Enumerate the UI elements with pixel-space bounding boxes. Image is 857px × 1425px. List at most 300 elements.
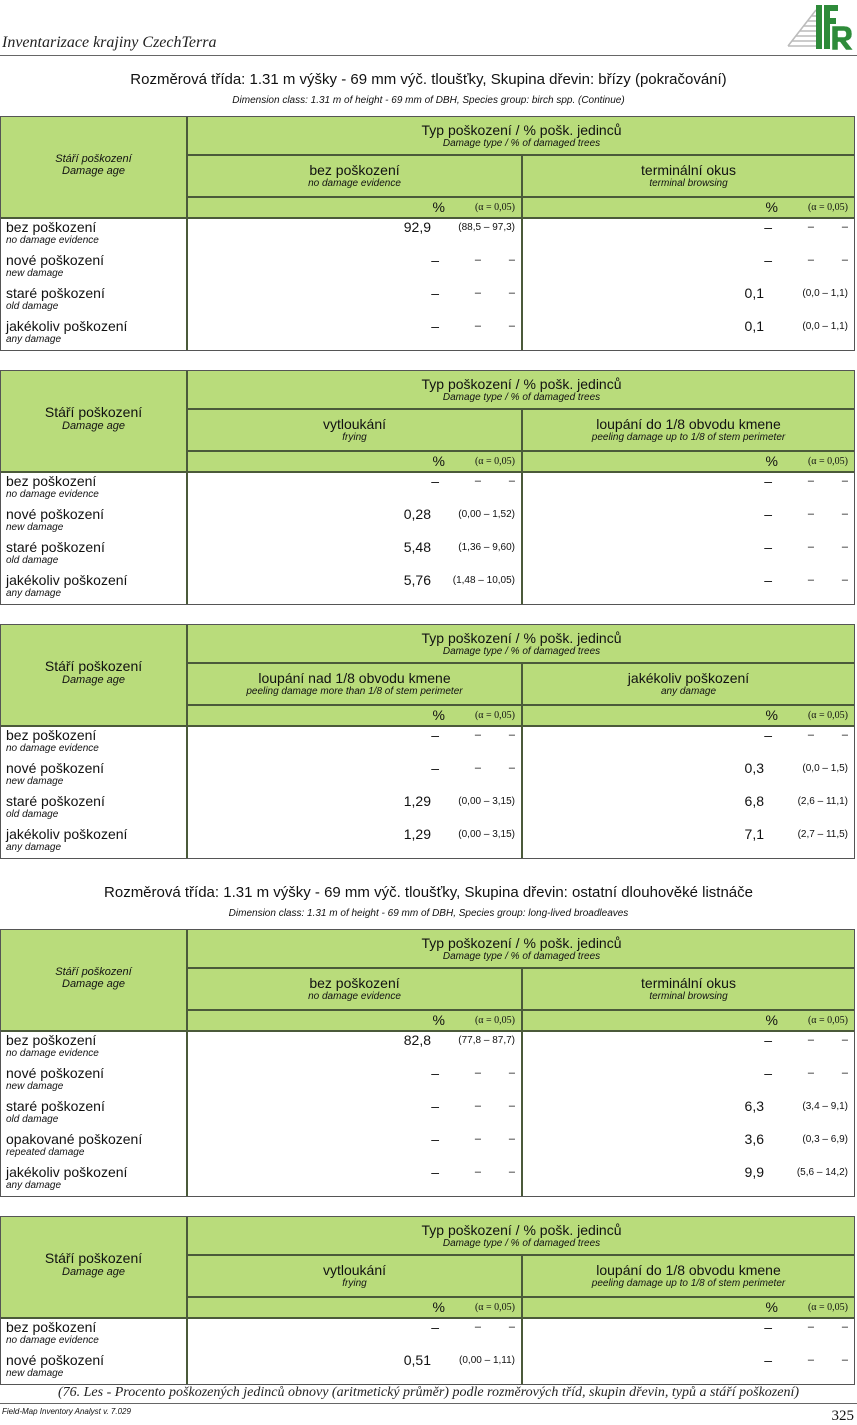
value-cell: [523, 760, 854, 778]
percent-sign: %: [765, 1299, 778, 1315]
empty-interval-dash: –: [474, 1166, 481, 1178]
table-row: [1, 1065, 854, 1098]
empty-value-dash: –: [431, 1131, 439, 1147]
damage-age-row-label: [6, 826, 127, 854]
empty-interval-dash: –: [474, 1067, 481, 1079]
empty-value-dash: –: [764, 572, 772, 588]
damage-age-row-label: [6, 1164, 127, 1192]
damage-type-column-header: [523, 162, 854, 189]
damage-type-header: [187, 122, 856, 149]
damage-age-label-en: Damage age: [62, 420, 125, 432]
empty-interval-dash: –: [508, 1100, 515, 1112]
value-cell: [188, 539, 521, 557]
row-label-cz: nové poškození: [6, 252, 105, 268]
value-cell: [188, 1032, 521, 1050]
empty-value-dash: –: [764, 1319, 772, 1335]
empty-interval-dash: –: [807, 221, 814, 233]
column-label-en: frying: [342, 1278, 367, 1289]
empty-interval-dash: –: [508, 1321, 515, 1333]
empty-interval-dash: –: [807, 475, 814, 487]
row-label-en: new damage: [6, 268, 64, 279]
empty-value-dash: –: [764, 219, 772, 235]
empty-interval-dash: –: [508, 1067, 515, 1079]
empty-interval-dash: –: [474, 1321, 481, 1333]
damage-type-column-header: [188, 670, 521, 697]
empty-value-dash: –: [764, 1032, 772, 1048]
row-label-en: any damage: [6, 588, 62, 599]
percent-header: [188, 706, 521, 726]
section-subtitle: Dimension class: 1.31 m of height - 69 mm of DBH, Species group: birch spp. (Continue): [232, 95, 625, 106]
percent-sign: %: [765, 1012, 778, 1028]
percent-value: 5,48: [403, 539, 431, 555]
confidence-interval: (0,00 – 1,11): [459, 1355, 515, 1366]
row-label-en: new damage: [6, 1081, 64, 1092]
column-label-cz: loupání do 1/8 obvodu kmene: [596, 416, 781, 432]
row-divider: [186, 1254, 854, 1256]
damage-age-row-label: [6, 1032, 99, 1060]
value-cell: [188, 1352, 521, 1370]
column-label-cz: loupání do 1/8 obvodu kmene: [596, 1262, 781, 1278]
row-label-en: no damage evidence: [6, 1048, 99, 1059]
damage-type-column-header: [188, 416, 521, 443]
confidence-interval: (0,0 – 1,5): [802, 763, 848, 774]
damage-age-header: [1, 658, 186, 686]
damage-age-row-label: [6, 1131, 142, 1159]
section-title: Rozměrová třída: 1.31 m výšky - 69 mm výč. tloušťky, Skupina dřevin: ostatní dlouhověké listnáče: [104, 884, 753, 901]
empty-interval-dash: –: [841, 541, 848, 553]
confidence-interval: (3,4 – 9,1): [802, 1101, 848, 1112]
damage-type-label-cz: Typ poškození / % pošk. jedinců: [421, 1222, 622, 1238]
percent-value: 3,6: [744, 1131, 764, 1147]
column-label-cz: vytloukání: [322, 1262, 387, 1278]
empty-value-dash: –: [431, 1098, 439, 1114]
empty-interval-dash: –: [474, 287, 481, 299]
alpha-label: (α = 0,05): [474, 1015, 515, 1026]
damage-age-row-label: [6, 793, 105, 821]
value-cell: [188, 285, 521, 303]
alpha-label: (α = 0,05): [474, 1302, 515, 1313]
empty-value-dash: –: [431, 285, 439, 301]
damage-type-header: [187, 935, 856, 962]
value-cell: [188, 572, 521, 590]
column-label-en: no damage evidence: [308, 991, 401, 1002]
table-row: [1, 1352, 854, 1385]
damage-table: [0, 624, 855, 859]
value-cell: [188, 506, 521, 524]
row-label-cz: nové poškození: [6, 760, 105, 776]
damage-age-row-label: [6, 252, 104, 280]
percent-value: 0,28: [403, 506, 431, 522]
software-version: Field-Map Inventory Analyst v. 7.029: [2, 1407, 131, 1416]
damage-age-label-cz: Stáří poškození: [55, 153, 132, 165]
damage-type-column-header: [523, 670, 854, 697]
empty-value-dash: –: [764, 1065, 772, 1081]
alpha-label: (α = 0,05): [474, 202, 515, 213]
column-label-cz: jakékoliv poškození: [627, 670, 750, 686]
empty-interval-dash: –: [841, 1034, 848, 1046]
row-label-en: repeated damage: [6, 1147, 85, 1158]
row-label-en: any damage: [6, 842, 62, 853]
damage-age-row-label: [6, 1319, 99, 1347]
empty-interval-dash: –: [841, 1321, 848, 1333]
damage-type-column-header: [188, 1262, 521, 1289]
table-row: [1, 1164, 854, 1197]
empty-interval-dash: –: [841, 1354, 848, 1366]
empty-interval-dash: –: [508, 475, 515, 487]
row-divider: [186, 662, 854, 664]
alpha-label: (α = 0,05): [807, 456, 848, 467]
damage-type-label-en: Damage type / % of damaged trees: [442, 1238, 601, 1249]
row-label-cz: jakékoliv poškození: [6, 318, 128, 334]
damage-age-header: [1, 966, 186, 990]
damage-type-header: [187, 630, 856, 657]
empty-interval-dash: –: [807, 508, 814, 520]
table-row: [1, 727, 854, 760]
damage-type-label-en: Damage type / % of damaged trees: [442, 138, 601, 149]
empty-interval-dash: –: [841, 508, 848, 520]
empty-interval-dash: –: [807, 1067, 814, 1079]
alpha-label: (α = 0,05): [807, 710, 848, 721]
column-label-en: any damage: [660, 686, 717, 697]
confidence-interval: (0,0 – 1,1): [802, 321, 848, 332]
empty-interval-dash: –: [474, 762, 481, 774]
table-row: [1, 760, 854, 793]
damage-type-label-en: Damage type / % of damaged trees: [442, 646, 601, 657]
damage-age-row-label: [6, 473, 99, 501]
damage-age-header: [1, 404, 186, 432]
table-row: [1, 473, 854, 506]
alpha-label: (α = 0,05): [474, 710, 515, 721]
confidence-interval: (0,0 – 1,1): [802, 288, 848, 299]
row-label-cz: staré poškození: [6, 1098, 105, 1114]
value-cell: [188, 252, 521, 270]
confidence-interval: (2,6 – 11,1): [797, 796, 848, 807]
damage-table: [0, 929, 855, 1197]
empty-interval-dash: –: [807, 541, 814, 553]
empty-value-dash: –: [764, 539, 772, 555]
table-row: [1, 506, 854, 539]
confidence-interval: (88,5 – 97,3): [458, 222, 515, 233]
empty-interval-dash: –: [807, 1321, 814, 1333]
percent-header: [188, 198, 521, 218]
row-label-cz: bez poškození: [6, 727, 97, 743]
value-cell: [523, 252, 854, 270]
confidence-interval: (2,7 – 11,5): [797, 829, 848, 840]
row-divider: [186, 154, 854, 156]
row-label-cz: bez poškození: [6, 1319, 97, 1335]
column-label-cz: bez poškození: [309, 162, 400, 178]
percent-header: [188, 452, 521, 472]
percent-sign: %: [765, 453, 778, 469]
alpha-label: (α = 0,05): [807, 202, 848, 213]
ifer-logo-icon: [758, 2, 854, 52]
value-cell: [523, 793, 854, 811]
damage-type-label-cz: Typ poškození / % pošk. jedinců: [421, 122, 622, 138]
confidence-interval: (77,8 – 87,7): [458, 1035, 515, 1046]
value-cell: [188, 826, 521, 844]
row-divider: [186, 408, 854, 410]
value-cell: [523, 727, 854, 745]
row-label-en: no damage evidence: [6, 743, 99, 754]
table-row: [1, 219, 854, 252]
row-label-en: any damage: [6, 334, 62, 345]
damage-age-row-label: [6, 1098, 105, 1126]
row-label-cz: jakékoliv poškození: [6, 1164, 128, 1180]
damage-age-row-label: [6, 285, 105, 313]
empty-interval-dash: –: [841, 574, 848, 586]
empty-value-dash: –: [431, 252, 439, 268]
percent-value: 0,1: [744, 285, 764, 301]
column-label-cz: terminální okus: [641, 162, 736, 178]
empty-interval-dash: –: [474, 1100, 481, 1112]
percent-sign: %: [432, 1299, 445, 1315]
table-row: [1, 539, 854, 572]
damage-type-column-header: [523, 416, 854, 443]
value-cell: [188, 1131, 521, 1149]
value-cell: [188, 793, 521, 811]
percent-value: 0,51: [403, 1352, 431, 1368]
empty-value-dash: –: [431, 473, 439, 489]
percent-value: 1,29: [403, 793, 431, 809]
alpha-label: (α = 0,05): [807, 1302, 848, 1313]
damage-type-column-header: [188, 975, 521, 1002]
confidence-interval: (5,6 – 14,2): [796, 1167, 848, 1178]
percent-value: 5,76: [403, 572, 431, 588]
empty-interval-dash: –: [508, 729, 515, 741]
value-cell: [523, 318, 854, 336]
table-row: [1, 572, 854, 605]
value-cell: [523, 219, 854, 237]
empty-interval-dash: –: [508, 762, 515, 774]
empty-value-dash: –: [431, 760, 439, 776]
column-label-cz: terminální okus: [641, 975, 736, 991]
damage-type-label-en: Damage type / % of damaged trees: [442, 951, 601, 962]
row-label-cz: nové poškození: [6, 1065, 105, 1081]
column-label-en: terminal browsing: [649, 991, 728, 1002]
empty-interval-dash: –: [807, 1354, 814, 1366]
damage-age-label-en: Damage age: [62, 674, 125, 686]
row-label-cz: staré poškození: [6, 285, 105, 301]
footer-divider: [0, 1403, 857, 1404]
empty-interval-dash: –: [508, 1133, 515, 1145]
row-label-en: old damage: [6, 301, 59, 312]
empty-value-dash: –: [764, 727, 772, 743]
row-label-cz: bez poškození: [6, 473, 97, 489]
value-cell: [523, 1352, 854, 1370]
percent-sign: %: [432, 199, 445, 215]
empty-interval-dash: –: [508, 287, 515, 299]
row-label-cz: bez poškození: [6, 1032, 97, 1048]
percent-header: [523, 198, 854, 218]
row-label-cz: bez poškození: [6, 219, 97, 235]
percent-header: [523, 706, 854, 726]
column-label-en: peeling damage up to 1/8 of stem perimeter: [591, 1278, 786, 1289]
damage-type-header: [187, 376, 856, 403]
value-cell: [523, 572, 854, 590]
damage-type-column-header: [523, 975, 854, 1002]
table-row: [1, 1098, 854, 1131]
empty-value-dash: –: [764, 506, 772, 522]
damage-type-label-en: Damage type / % of damaged trees: [442, 392, 601, 403]
value-cell: [523, 1065, 854, 1083]
value-cell: [523, 1164, 854, 1182]
damage-table: [0, 1216, 855, 1385]
damage-age-label-en: Damage age: [62, 978, 125, 990]
row-divider: [186, 967, 854, 969]
table-row: [1, 1032, 854, 1065]
percent-value: 7,1: [744, 826, 764, 842]
confidence-interval: (0,00 – 3,15): [458, 796, 515, 807]
empty-interval-dash: –: [841, 729, 848, 741]
percent-value: 1,29: [403, 826, 431, 842]
damage-type-label-cz: Typ poškození / % pošk. jedinců: [421, 376, 622, 392]
row-label-cz: staré poškození: [6, 539, 105, 555]
damage-age-row-label: [6, 219, 99, 247]
percent-value: 6,3: [744, 1098, 764, 1114]
row-label-en: new damage: [6, 522, 64, 533]
value-cell: [188, 473, 521, 491]
empty-value-dash: –: [431, 1164, 439, 1180]
row-label-en: old damage: [6, 1114, 59, 1125]
damage-type-header: [187, 1222, 856, 1249]
confidence-interval: (1,48 – 10,05): [452, 575, 515, 586]
section-subtitle: Dimension class: 1.31 m of height - 69 mm of DBH, Species group: long-lived broadleaves: [228, 908, 629, 919]
table-row: [1, 1131, 854, 1164]
alpha-label: (α = 0,05): [807, 1015, 848, 1026]
row-label-en: any damage: [6, 1180, 62, 1191]
table-row: [1, 793, 854, 826]
value-cell: [523, 1032, 854, 1050]
damage-table: [0, 370, 855, 605]
empty-interval-dash: –: [841, 475, 848, 487]
empty-interval-dash: –: [807, 729, 814, 741]
empty-value-dash: –: [431, 1065, 439, 1081]
empty-value-dash: –: [764, 252, 772, 268]
damage-type-label-cz: Typ poškození / % pošk. jedinců: [421, 630, 622, 646]
damage-age-row-label: [6, 760, 104, 788]
value-cell: [523, 285, 854, 303]
table-row: [1, 1319, 854, 1352]
damage-age-label-cz: Stáří poškození: [44, 404, 143, 420]
percent-value: 82,8: [403, 1032, 431, 1048]
value-cell: [523, 1131, 854, 1149]
row-label-cz: nové poškození: [6, 1352, 105, 1368]
percent-sign: %: [765, 199, 778, 215]
percent-sign: %: [765, 707, 778, 723]
column-label-cz: bez poškození: [309, 975, 400, 991]
value-cell: [188, 727, 521, 745]
row-label-en: no damage evidence: [6, 1335, 99, 1346]
document-title: Inventarizace krajiny CzechTerra: [2, 34, 217, 51]
empty-value-dash: –: [431, 1319, 439, 1335]
empty-interval-dash: –: [508, 254, 515, 266]
empty-interval-dash: –: [508, 320, 515, 332]
value-cell: [523, 506, 854, 524]
row-label-en: new damage: [6, 776, 64, 787]
damage-type-label-cz: Typ poškození / % pošk. jedinců: [421, 935, 622, 951]
value-cell: [523, 826, 854, 844]
empty-interval-dash: –: [474, 1133, 481, 1145]
damage-age-row-label: [6, 1352, 104, 1380]
row-label-cz: jakékoliv poškození: [6, 826, 128, 842]
value-cell: [188, 1098, 521, 1116]
table-row: [1, 318, 854, 351]
column-label-cz: loupání nad 1/8 obvodu kmene: [258, 670, 451, 686]
column-label-en: no damage evidence: [308, 178, 401, 189]
confidence-interval: (0,3 – 6,9): [802, 1134, 848, 1145]
damage-age-label-cz: Stáří poškození: [55, 966, 132, 978]
damage-age-row-label: [6, 318, 127, 346]
value-cell: [188, 760, 521, 778]
page-number: 325: [831, 1408, 854, 1424]
damage-type-column-header: [523, 1262, 854, 1289]
row-label-en: no damage evidence: [6, 235, 99, 246]
percent-value: 0,1: [744, 318, 764, 334]
confidence-interval: (1,36 – 9,60): [458, 542, 515, 553]
damage-age-label-cz: Stáří poškození: [44, 1250, 143, 1266]
value-cell: [188, 1319, 521, 1337]
percent-header: [188, 1011, 521, 1031]
confidence-interval: (0,00 – 1,52): [458, 509, 515, 520]
percent-value: 0,3: [744, 760, 764, 776]
row-label-en: old damage: [6, 809, 59, 820]
empty-interval-dash: –: [508, 1166, 515, 1178]
section-title: Rozměrová třída: 1.31 m výšky - 69 mm výč. tloušťky, Skupina dřevin: břízy (pokračování): [130, 71, 727, 88]
percent-sign: %: [432, 453, 445, 469]
percent-value: 9,9: [744, 1164, 764, 1180]
column-label-en: peeling damage up to 1/8 of stem perimeter: [591, 432, 786, 443]
column-label-en: terminal browsing: [649, 178, 728, 189]
percent-sign: %: [432, 707, 445, 723]
column-label-en: frying: [342, 432, 367, 443]
value-cell: [188, 219, 521, 237]
percent-value: 6,8: [744, 793, 764, 809]
damage-type-column-header: [188, 162, 521, 189]
table-row: [1, 285, 854, 318]
value-cell: [188, 1065, 521, 1083]
table-row: [1, 252, 854, 285]
header-divider: [0, 55, 857, 56]
empty-interval-dash: –: [807, 574, 814, 586]
damage-age-header: [1, 1250, 186, 1278]
damage-age-row-label: [6, 727, 99, 755]
damage-age-row-label: [6, 539, 105, 567]
alpha-label: (α = 0,05): [474, 456, 515, 467]
empty-interval-dash: –: [841, 1067, 848, 1079]
row-label-en: no damage evidence: [6, 489, 99, 500]
percent-sign: %: [432, 1012, 445, 1028]
value-cell: [188, 1164, 521, 1182]
column-label-cz: vytloukání: [322, 416, 387, 432]
value-cell: [523, 1098, 854, 1116]
damage-age-label-cz: Stáří poškození: [44, 658, 143, 674]
column-label-en: peeling damage more than 1/8 of stem perimeter: [246, 686, 463, 697]
row-label-cz: jakékoliv poškození: [6, 572, 128, 588]
empty-interval-dash: –: [474, 254, 481, 266]
percent-header: [188, 1298, 521, 1318]
empty-interval-dash: –: [841, 254, 848, 266]
value-cell: [523, 473, 854, 491]
empty-interval-dash: –: [807, 1034, 814, 1046]
table-row: [1, 826, 854, 859]
empty-interval-dash: –: [474, 729, 481, 741]
table-caption: (76. Les - Procento poškozených jedinců obnovy (aritmetický průměr) podle rozměrových tříd, skupin dřevin, typů a stáří poškození): [57, 1385, 800, 1400]
empty-interval-dash: –: [807, 254, 814, 266]
row-label-en: new damage: [6, 1368, 64, 1379]
empty-value-dash: –: [431, 727, 439, 743]
value-cell: [523, 1319, 854, 1337]
percent-header: [523, 1298, 854, 1318]
